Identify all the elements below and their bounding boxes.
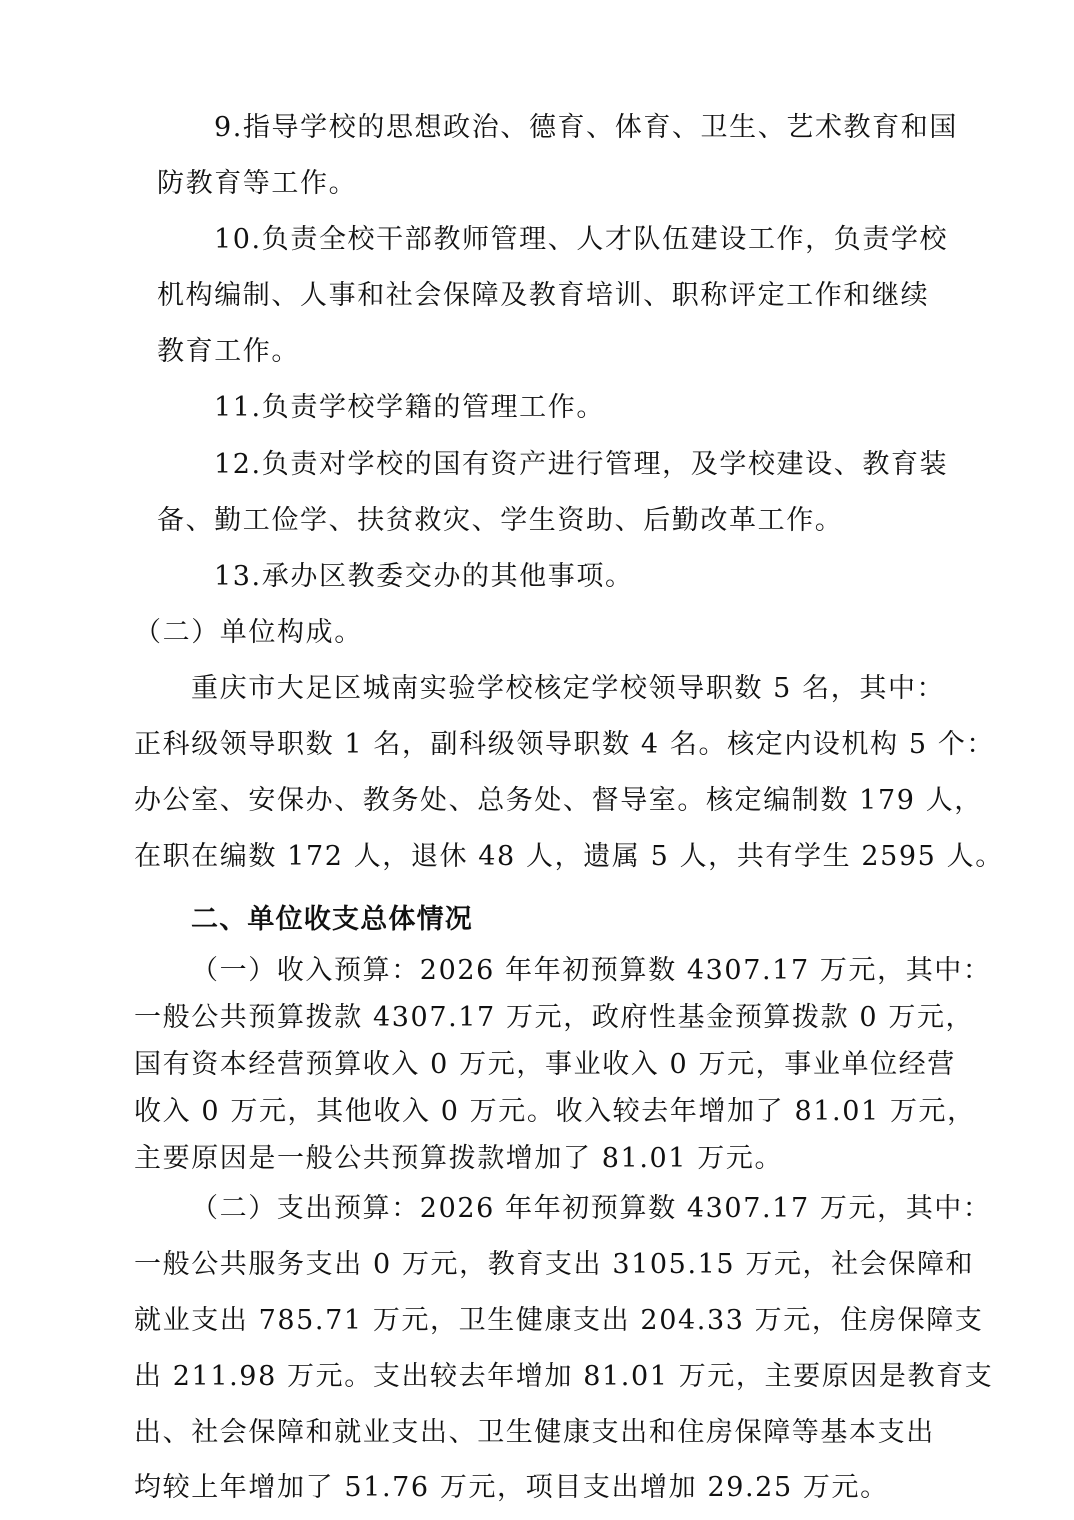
duty-item-9-line-1: 9.指导学校的思想政治、德育、体育、卫生、艺术教育和国 [214, 112, 958, 143]
income-budget-para-line-5: 主要原因是一般公共预算拨款增加了 81.01 万元。 [134, 1143, 784, 1174]
expenditure-budget-para-line-2: 一般公共服务支出 0 万元，教育支出 3105.15 万元，社会保障和 [134, 1249, 975, 1280]
unit-composition-para-line-2: 正科级领导职数 1 名，副科级领导职数 4 名。核定内设机构 5 个： [134, 729, 996, 760]
duty-item-9-line-2: 防教育等工作。 [157, 168, 358, 199]
expenditure-budget-para-line-5: 出、社会保障和就业支出、卫生健康支出和住房保障等基本支出 [134, 1417, 935, 1448]
duty-item-10-line-2: 机构编制、人事和社会保障及教育培训、职称评定工作和继续 [157, 280, 930, 311]
unit-composition-para-line-3: 办公室、安保办、教务处、总务处、督导室。核定编制数 179 人， [134, 785, 983, 816]
section-heading-income-expenditure: 二、单位收支总体情况 [191, 904, 473, 935]
expenditure-budget-para-line-1: （二）支出预算：2026 年年初预算数 4307.17 万元，其中： [191, 1193, 992, 1224]
duty-item-11: 11.负责学校学籍的管理工作。 [214, 392, 605, 423]
duty-item-10-line-3: 教育工作。 [157, 336, 300, 367]
income-budget-para-line-1: （一）收入预算：2026 年年初预算数 4307.17 万元，其中： [191, 955, 992, 986]
section-unit-composition-title: （二）单位构成。 [134, 617, 363, 648]
duty-item-10-line-1: 10.负责全校干部教师管理、人才队伍建设工作，负责学校 [214, 224, 949, 255]
expenditure-budget-para-line-6: 均较上年增加了 51.76 万元，项目支出增加 29.25 万元。 [134, 1472, 889, 1503]
duty-item-12-line-1: 12.负责对学校的国有资产进行管理，及学校建设、教育装 [214, 449, 949, 480]
duty-item-12-line-2: 备、勤工俭学、扶贫救灾、学生资助、后勤改革工作。 [157, 505, 844, 536]
income-budget-para-line-4: 收入 0 万元，其他收入 0 万元。收入较去年增加了 81.01 万元， [134, 1096, 976, 1127]
income-budget-para-line-3: 国有资本经营预算收入 0 万元，事业收入 0 万元，事业单位经营 [134, 1049, 956, 1080]
unit-composition-para-line-1: 重庆市大足区城南实验学校核定学校领导职数 5 名，其中： [191, 673, 946, 704]
income-budget-para-line-2: 一般公共预算拨款 4307.17 万元，政府性基金预算拨款 0 万元， [134, 1002, 975, 1033]
expenditure-budget-para-line-3: 就业支出 785.71 万元，卫生健康支出 204.33 万元，住房保障支 [134, 1305, 984, 1336]
expenditure-budget-para-line-4: 出 211.98 万元。支出较去年增加 81.01 万元，主要原因是教育支 [134, 1361, 994, 1392]
duty-item-13: 13.承办区教委交办的其他事项。 [214, 561, 634, 592]
unit-composition-para-line-4: 在职在编数 172 人，退休 48 人，遗属 5 人，共有学生 2595 人。 [134, 841, 1004, 872]
